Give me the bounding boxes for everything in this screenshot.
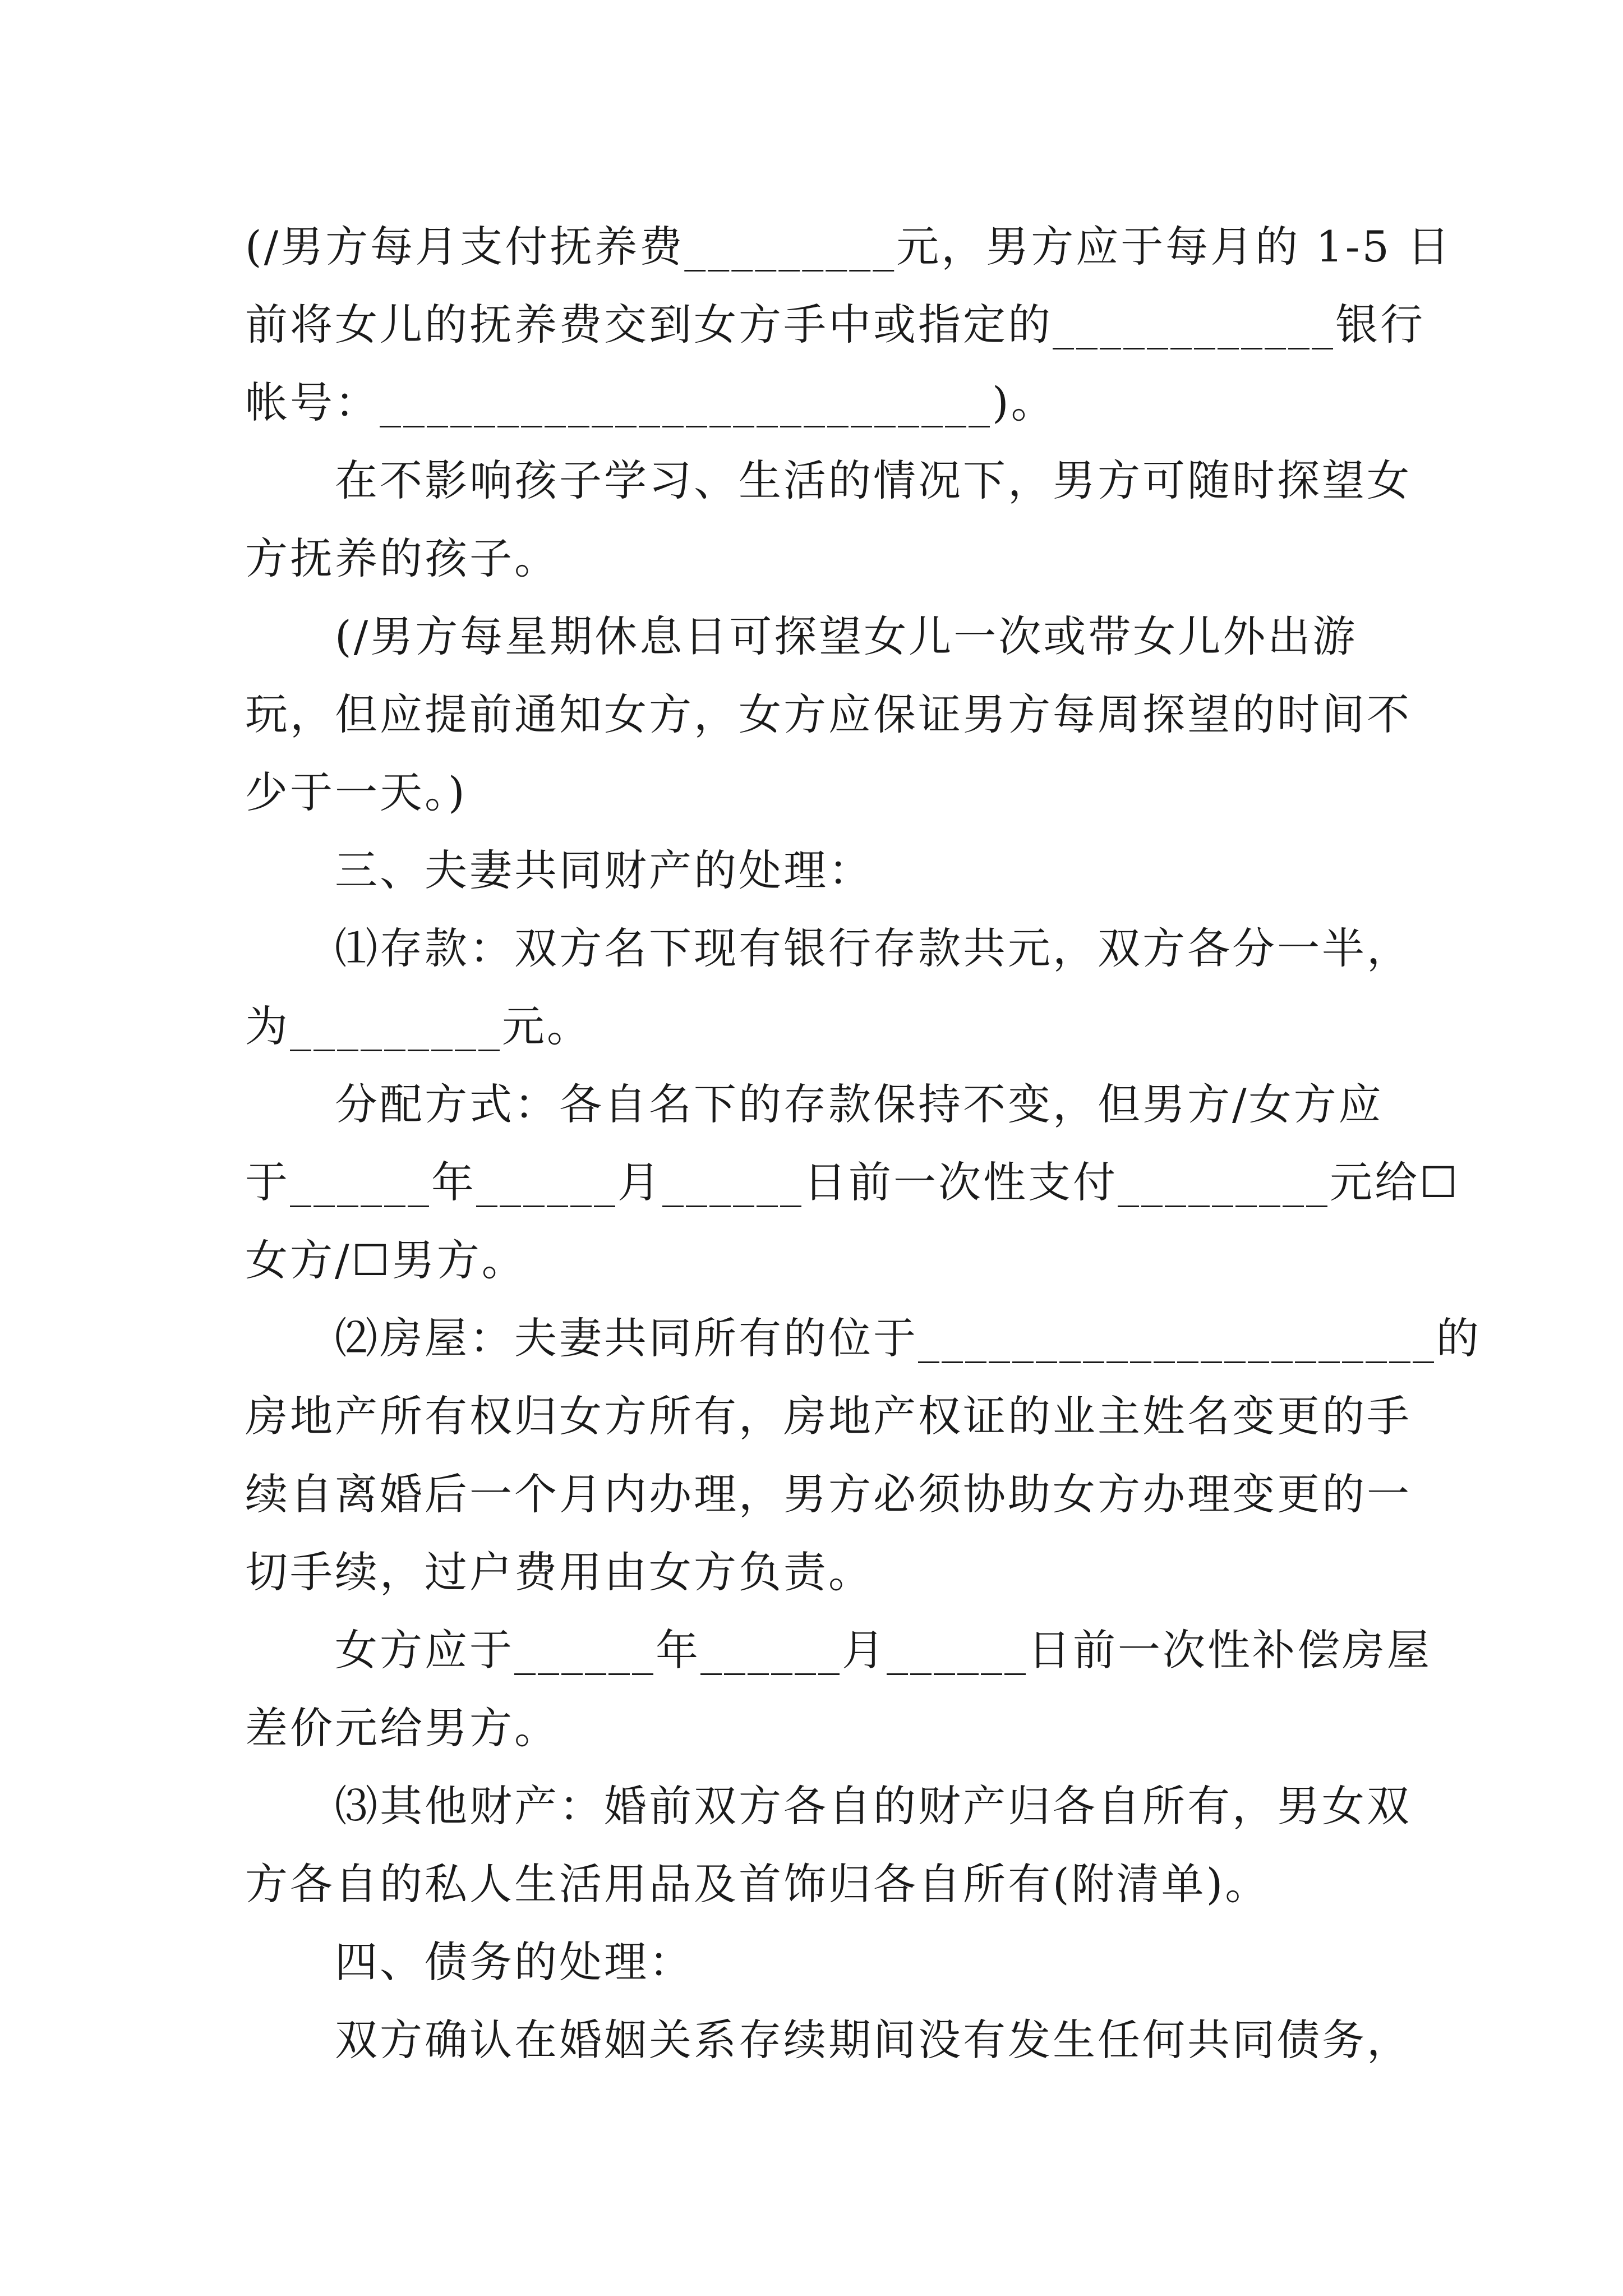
text-line: (/男方每星期休息日可探望女儿一次或带女儿外出游 (335, 611, 1358, 661)
text-line: 在不影响孩子学习、生活的情况下，男方可随时探望女 (335, 455, 1412, 505)
text-line: 为_________元。 (245, 1001, 592, 1051)
text-line: 方抚养的孩子。 (245, 533, 559, 583)
text-line: 方各自的私人生活用品及首饰归各自所有(附清单)。 (245, 1859, 1270, 1909)
text-line: 双方确认在婚姻关系存续期间没有发生任何共同债务， (335, 2015, 1412, 2065)
text-line: 续自离婚后一个月内办理，男方必须协助女方办理变更的一 (245, 1469, 1412, 1519)
text-line: 女方/☐男方。 (245, 1235, 527, 1285)
text-line: 差价元给男方。 (245, 1703, 559, 1753)
section-heading: 四、债务的处理： (335, 1937, 694, 1987)
text-line: 于______年______月______日前一次性支付_________元给☐ (245, 1157, 1460, 1207)
text-line: ⑶其他财产：婚前双方各自的财产归各自所有，男女双 (335, 1781, 1412, 1831)
document-body (245, 208, 1481, 2079)
text-line: ⑴存款：双方名下现有银行存款共元，双方各分一半， (335, 923, 1412, 973)
text-line: 玩，但应提前通知女方，女方应保证男方每周探望的时间不 (245, 689, 1412, 739)
text-line: 少于一天。) (245, 767, 467, 817)
text-line: 房地产所有权归女方所有，房地产权证的业主姓名变更的手 (245, 1391, 1412, 1441)
text-line: 帐号：__________________________)。 (245, 378, 1056, 427)
text-line: 分配方式：各自名下的存款保持不变，但男方/女方应 (335, 1079, 1384, 1129)
text-line: 女方应于______年______月______日前一次性补偿房屋 (335, 1625, 1432, 1675)
section-heading: 三、夫妻共同财产的处理： (335, 845, 873, 895)
text-line: (/男方每月支付抚养费_________元，男方应于每月的 1-5 日 (245, 222, 1452, 272)
text-line: ⑵房屋：夫妻共同所有的位于______________________的 (335, 1313, 1481, 1363)
text-line: 切手续，过户费用由女方负责。 (245, 1547, 873, 1597)
text-line: 前将女儿的抚养费交到女方手中或指定的____________银行 (245, 300, 1425, 349)
